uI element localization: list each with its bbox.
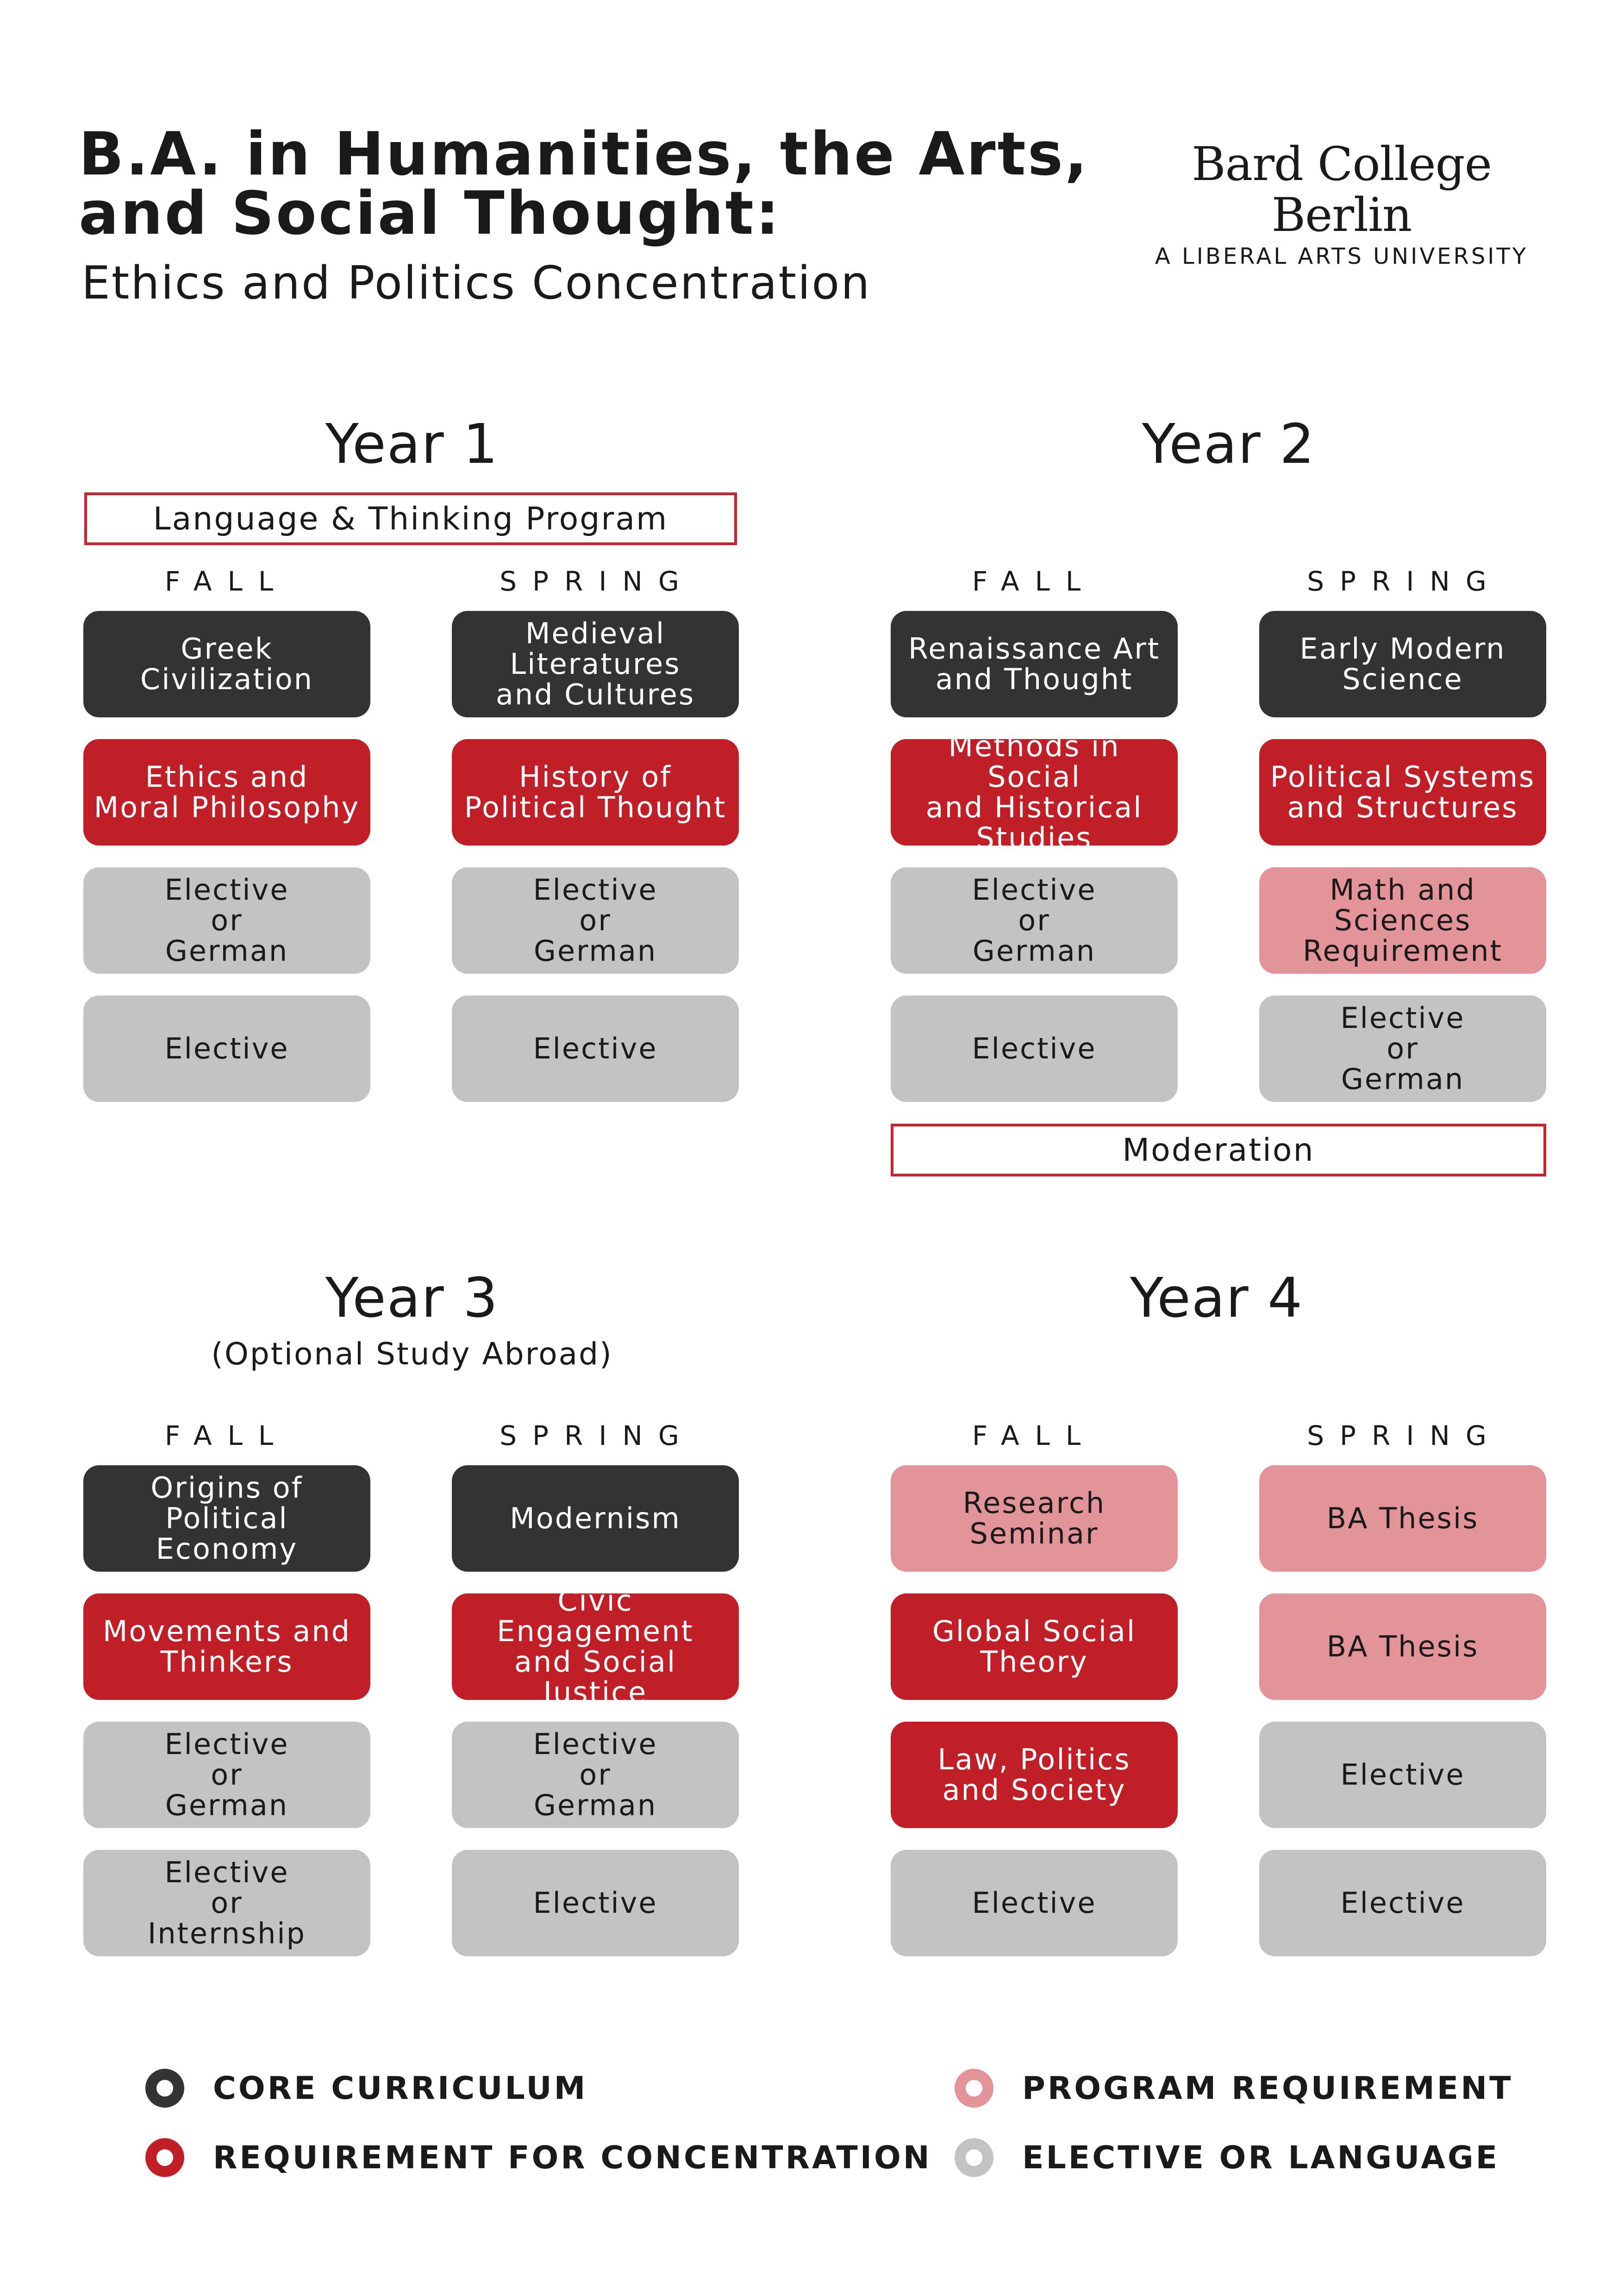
course-card: Law, Politics and Society (891, 1722, 1178, 1828)
course-card: Ethics and Moral Philosophy (83, 739, 370, 846)
year-4-heading: Year 4 (1130, 1266, 1304, 1330)
year-4-spring-label: SPRING (1307, 1420, 1502, 1451)
course-card: Elective (452, 996, 739, 1102)
course-card: Elective or German (83, 1722, 370, 1828)
course-card: BA Thesis (1259, 1593, 1546, 1700)
course-card: Movements and Thinkers (83, 1593, 370, 1700)
course-card: Research Seminar (891, 1465, 1178, 1572)
course-card: Elective or German (83, 867, 370, 974)
year-2-banner-moderation: Moderation (891, 1124, 1546, 1176)
course-card: Civic Engagement and Social Justice (452, 1593, 739, 1700)
course-card: Elective or German (891, 867, 1178, 974)
title-line-2: and Social Thought: (79, 179, 781, 248)
bard-college-berlin-logo (1143, 139, 1541, 269)
year-1-spring-label: SPRING (500, 566, 695, 597)
legend-core (145, 2069, 587, 2108)
course-card: Elective (1259, 1850, 1546, 1956)
year-3-heading: Year 3 (325, 1266, 499, 1330)
year-1-fall-label: FALL (164, 566, 289, 597)
course-card: Elective or German (452, 1722, 739, 1828)
year-2-fall-label: FALL (972, 566, 1097, 597)
logo-tagline: A LIBERAL ARTS UNIVERSITY (1155, 243, 1529, 269)
course-card: History of Political Thought (452, 739, 739, 846)
course-card: Early Modern Science (1259, 611, 1546, 717)
course-card: Modernism (452, 1465, 739, 1572)
year-3-fall-label: FALL (164, 1420, 289, 1451)
legend-concentration-dot-icon (145, 2138, 184, 2177)
course-card: Math and Sciences Requirement (1259, 867, 1546, 974)
legend-program-label: PROGRAM REQUIREMENT (1022, 2070, 1513, 2107)
course-card: Elective (1259, 1722, 1546, 1828)
legend-core-label: CORE CURRICULUM (213, 2070, 588, 2107)
legend-program-dot-icon (955, 2069, 993, 2108)
title-line-1: B.A. in Humanities, the Arts, (79, 120, 1089, 189)
course-card: BA Thesis (1259, 1465, 1546, 1572)
page-title (79, 120, 1089, 248)
course-card: Elective or German (1259, 996, 1546, 1102)
logo-name: Bard College Berlin (1192, 137, 1492, 242)
year-2-spring-label: SPRING (1307, 566, 1502, 597)
course-card: Renaissance Art and Thought (891, 611, 1178, 717)
legend-elective-label: ELECTIVE OR LANGUAGE (1022, 2139, 1500, 2176)
legend-core-dot-icon (145, 2069, 184, 2108)
course-card: Global Social Theory (891, 1593, 1178, 1700)
course-card: Origins of Political Economy (83, 1465, 370, 1572)
legend-concentration-label: REQUIREMENT FOR CONCENTRATION (213, 2139, 932, 2176)
course-card: Elective or Internship (83, 1850, 370, 1956)
course-card: Elective or German (452, 867, 739, 974)
legend-elective-dot-icon (955, 2138, 993, 2177)
course-card: Methods in Social and Historical Studies (891, 739, 1178, 846)
course-card: Medieval Literatures and Cultures (452, 611, 739, 717)
course-card: Elective (891, 1850, 1178, 1956)
year-1-heading: Year 1 (325, 412, 499, 476)
year-1-banner-language-thinking: Language & Thinking Program (84, 492, 737, 545)
course-card: Elective (83, 996, 370, 1102)
year-4-fall-label: FALL (972, 1420, 1097, 1451)
course-card: Elective (452, 1850, 739, 1956)
year-3-note: (Optional Study Abroad) (211, 1336, 613, 1372)
legend-program (955, 2069, 1513, 2108)
legend-elective (955, 2138, 1499, 2177)
course-card: Political Systems and Structures (1259, 739, 1546, 846)
course-card: Greek Civilization (83, 611, 370, 717)
course-card: Elective (891, 996, 1178, 1102)
year-3-spring-label: SPRING (500, 1420, 695, 1451)
legend-concentration (145, 2138, 932, 2177)
year-2-heading: Year 2 (1142, 412, 1316, 476)
page-subtitle: Ethics and Politics Concentration (81, 257, 871, 310)
